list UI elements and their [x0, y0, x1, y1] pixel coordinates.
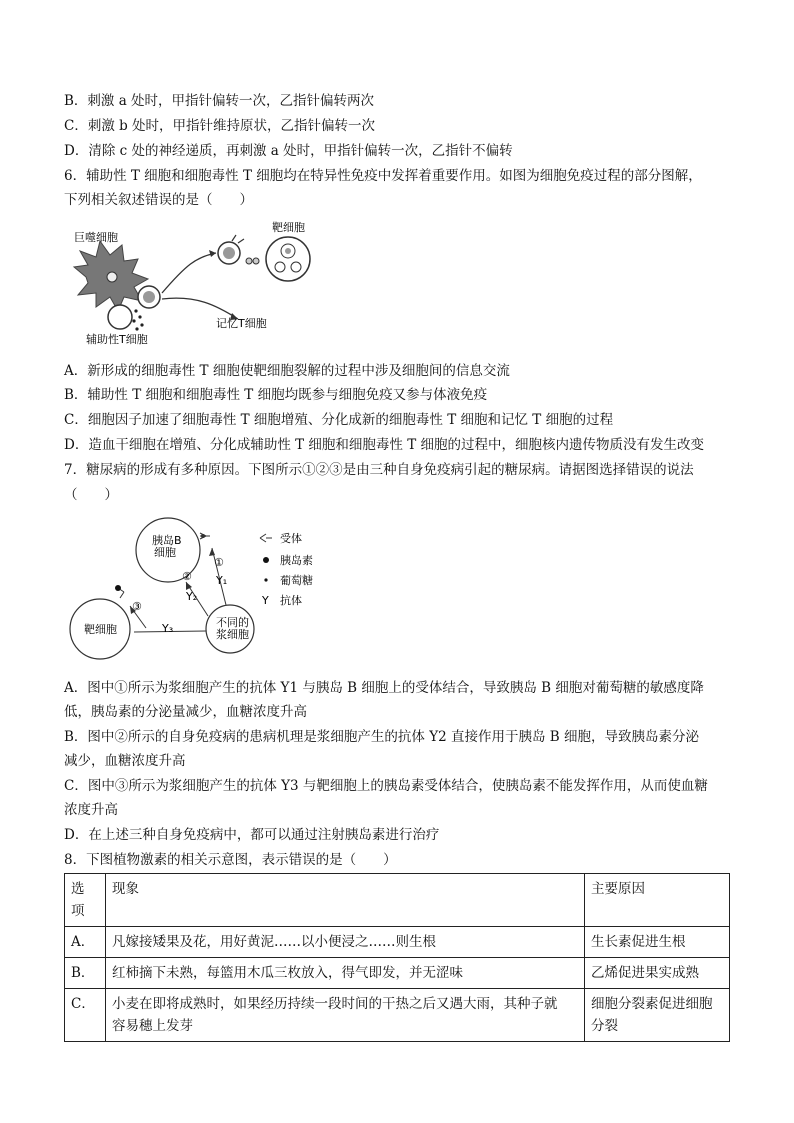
- mark-1: ①: [214, 556, 224, 569]
- diabetes-figure: [66, 516, 326, 666]
- mark-y1: Y₁: [216, 574, 228, 587]
- row-b-reason: 乙烯促进果实成熟: [585, 958, 730, 989]
- row-c-reason: [585, 989, 730, 1042]
- row-b-phenomenon: 红柿摘下未熟，每篮用木瓜三枚放入，得气即发，并无涩味: [106, 958, 585, 989]
- table-header-row: [65, 874, 730, 927]
- header-option-a: 选: [71, 881, 85, 897]
- legend-insulin: 胰岛素: [280, 554, 313, 567]
- q7-option-c-line1: C．图中③所示为浆细胞产生的抗体 Y3 与靶细胞上的胰岛素受体结合，使胰岛素不能发挥作用，从而使血糖: [64, 778, 708, 794]
- row-a-option: A．: [65, 927, 106, 958]
- q7-option-b-line2: 减少，血糖浓度升高: [64, 753, 186, 769]
- cell-immunity-figure: [66, 215, 336, 350]
- row-c-reason-line2: 分裂: [591, 1018, 618, 1034]
- row-c-option: C．: [65, 989, 106, 1042]
- table-row: [65, 927, 730, 958]
- row-c-reason-line1: 细胞分裂素促进细胞: [591, 996, 713, 1012]
- q6-stem-line2: 下列相关叙述错误的是（ ）: [64, 192, 253, 208]
- q8-stem: 8．下图植物激素的相关示意图，表示错误的是（ ）: [64, 852, 397, 868]
- row-c-phenomenon-line1: 小麦在即将成熟时，如果经历持续一段时间的干热之后又遇大雨，其种子就: [112, 996, 558, 1012]
- table-row: [65, 989, 730, 1042]
- q8-options-table: [64, 873, 730, 1042]
- label-target-cell: 靶细胞: [84, 623, 117, 636]
- q7-stem-line1: 7．糖尿病的形成有多种原因。下图所示①②③是由三种自身免疫病引起的糖尿病。请据图选择错误的说法: [64, 462, 694, 478]
- header-reason: 主要原因: [585, 874, 730, 927]
- q6-stem-line1: 6．辅助性 T 细胞和细胞毒性 T 细胞均在特异性免疫中发挥着重要作用。如图为细胞免疫过程的部分图解，: [64, 168, 702, 184]
- header-phenomenon: 现象: [106, 874, 585, 927]
- row-b-option: B．: [65, 958, 106, 989]
- q7-option-b-line1: B．图中②所示的自身免疫病的患病机理是浆细胞产生的抗体 Y2 直接作用于胰岛 B 细胞，导致胰岛素分泌: [64, 729, 700, 745]
- mark-y3: Y₃: [162, 622, 174, 635]
- header-option: [65, 874, 106, 927]
- label-memory-t: 记忆T细胞: [216, 317, 267, 330]
- legend-receptor: 受体: [280, 532, 302, 545]
- table-row: [65, 958, 730, 989]
- q7-option-c-line2: 浓度升高: [64, 802, 118, 818]
- row-c-phenomenon: [106, 989, 585, 1042]
- legend-glucose: 葡萄糖: [280, 574, 313, 587]
- q6-option-c: C．细胞因子加速了细胞毒性 T 细胞增殖、分化成新的细胞毒性 T 细胞和记忆 T 细胞的过程: [64, 412, 614, 428]
- q7-stem-line2: （ ）: [64, 487, 118, 503]
- q5-option-d: D．清除 c 处的神经递质，再刺激 a 处时，甲指针偏转一次，乙指针不偏转: [64, 143, 513, 159]
- row-a-reason: 生长素促进生根: [585, 927, 730, 958]
- q6-option-d: D．造血干细胞在增殖、分化成辅助性 T 细胞和细胞毒性 T 细胞的过程中，细胞核内遗传物质没有发生改变: [64, 437, 704, 453]
- label-islet-b-2: 细胞: [154, 546, 176, 559]
- q7-option-a-line1: A．图中①所示为浆细胞产生的抗体 Y1 与胰岛 B 细胞上的受体结合，导致胰岛 B 细胞对葡萄糖的敏感度降: [64, 680, 704, 696]
- mark-y2: Y₂: [186, 590, 198, 603]
- label-target: 靶细胞: [272, 221, 305, 234]
- q6-option-a: A．新形成的细胞毒性 T 细胞使靶细胞裂解的过程中涉及细胞间的信息交流: [64, 363, 510, 379]
- label-islet-b-1: 胰岛B: [152, 534, 182, 547]
- q6-option-b: B．辅助性 T 细胞和细胞毒性 T 细胞均既参与细胞免疫又参与体液免疫: [64, 387, 488, 403]
- q5-option-c: C．刺激 b 处时，甲指针维持原状，乙指针偏转一次: [64, 118, 376, 134]
- q7-option-a-line2: 低，胰岛素的分泌量减少，血糖浓度升高: [64, 704, 307, 720]
- legend-y-symbol: Y: [262, 594, 269, 607]
- header-option-b: 项: [71, 903, 85, 919]
- q7-option-d: D．在上述三种自身免疫病中，都可以通过注射胰岛素进行治疗: [64, 827, 440, 843]
- label-plasma-2: 浆细胞: [216, 628, 249, 641]
- row-c-phenomenon-line2: 容易穗上发芽: [112, 1018, 193, 1034]
- label-plasma-1: 不同的: [216, 616, 249, 629]
- q5-option-b: B．刺激 a 处时，甲指针偏转一次，乙指针偏转两次: [64, 93, 375, 109]
- mark-3: ③: [132, 600, 142, 613]
- legend-antibody: 抗体: [280, 594, 302, 607]
- row-a-phenomenon: 凡嫁接矮果及花，用好黄泥……以小便浸之……则生根: [106, 927, 585, 958]
- mark-2: ②: [182, 570, 192, 583]
- helper-t-cell: [108, 305, 132, 329]
- label-helper-t: 辅助性T细胞: [86, 333, 148, 346]
- label-macrophage: 巨噬细胞: [74, 231, 118, 244]
